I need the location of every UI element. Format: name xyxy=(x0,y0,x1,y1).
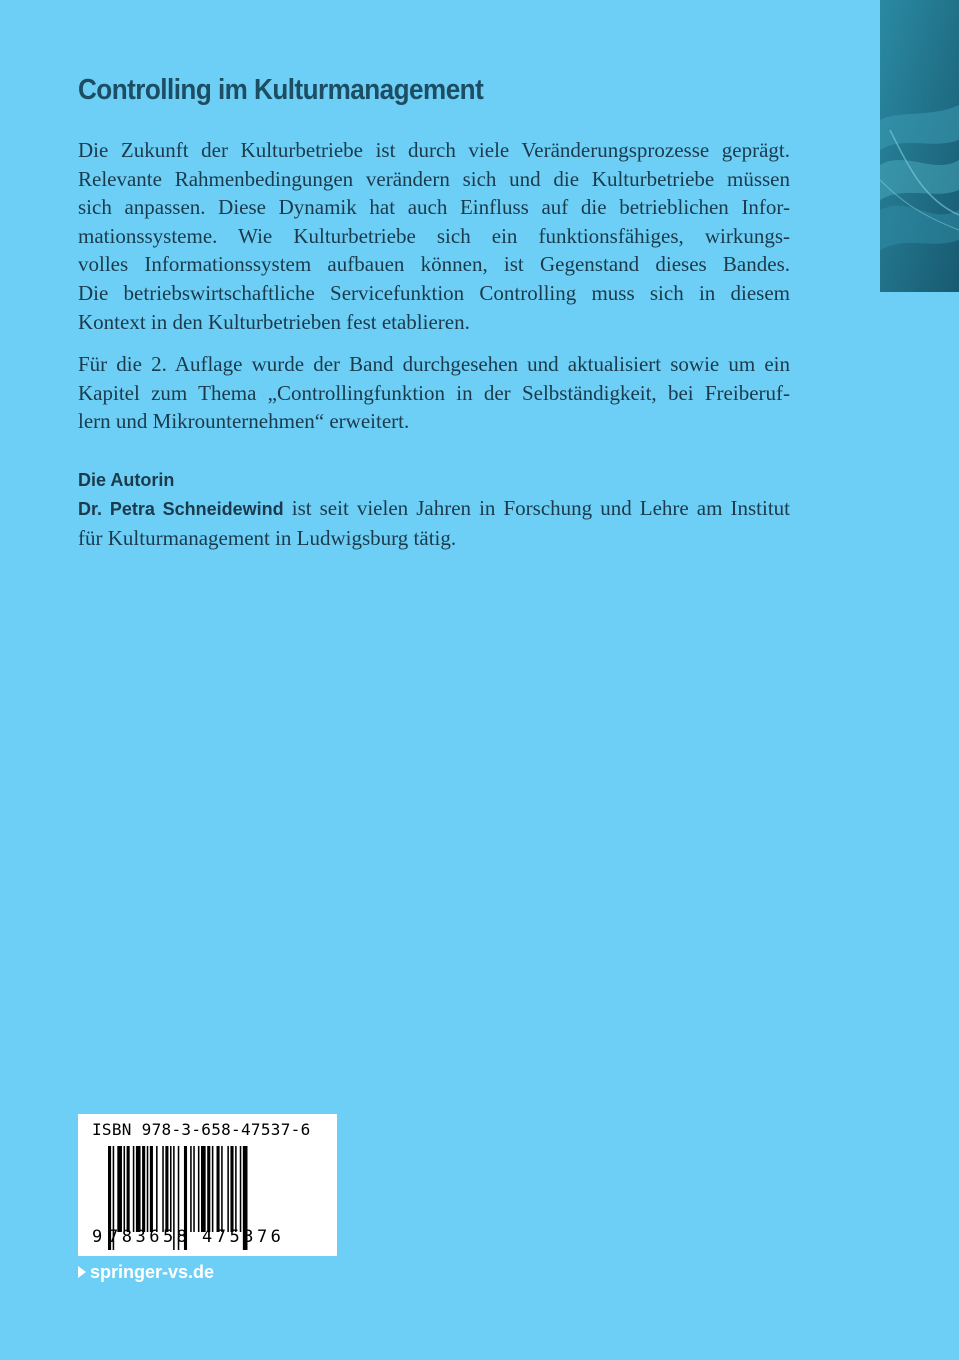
barcode-bar xyxy=(147,1146,149,1232)
barcode-bar xyxy=(142,1146,145,1232)
author-bio-line: für Kulturmanagement in Ludwigsburg tätig. xyxy=(78,525,457,550)
barcode-bar xyxy=(190,1146,192,1232)
barcode-bar xyxy=(150,1146,153,1232)
paragraph-line: mationssysteme. Wie Kulturbetriebe sich ein funktionsfähiges, wirkungs- xyxy=(78,223,790,248)
abstract-wave-graphic xyxy=(880,0,959,292)
description-paragraph-2 xyxy=(78,350,790,436)
barcode-bar xyxy=(212,1146,214,1232)
paragraph-line: volles Informationssystem aufbauen können, ist Gegenstand dieses Bandes. xyxy=(78,252,790,277)
author-bio-line xyxy=(78,494,790,524)
description-paragraph-1 xyxy=(78,136,790,336)
barcode-bar xyxy=(240,1146,242,1232)
barcode-digits-right: 475376 xyxy=(202,1227,285,1247)
barcode-bar xyxy=(124,1146,126,1232)
barcode-bar xyxy=(117,1146,122,1232)
barcode-bar xyxy=(227,1146,229,1232)
triangle-arrow-icon xyxy=(78,1266,86,1278)
barcode-bar xyxy=(170,1146,172,1232)
barcode-bar xyxy=(127,1146,130,1232)
paragraph-line: lern und Mikrounternehmen“ erweitert. xyxy=(78,409,410,434)
barcode-bar xyxy=(165,1146,168,1232)
paragraph-line: Für die 2. Auflage wurde der Band durchgesehen und aktualisiert sowie um ein xyxy=(78,352,790,376)
isbn-label: ISBN 978-3-658-47537-6 xyxy=(92,1120,311,1139)
barcode-bar xyxy=(162,1146,164,1232)
paragraph-line: sich anpassen. Diese Dynamik hat auch Einfluss auf die betrieblichen Infor- xyxy=(78,195,790,220)
cover-image-strip xyxy=(880,0,959,292)
author-heading: Die Autorin xyxy=(78,470,175,490)
barcode-bar xyxy=(156,1146,158,1232)
barcode-bar xyxy=(133,1146,135,1232)
paragraph-line: Relevante Rahmenbedingungen verändern sich und die Kulturbetriebe müssen xyxy=(78,166,790,191)
publisher-url: springer-vs.de xyxy=(90,1262,215,1282)
paragraph-line: Die Zukunft der Kulturbetriebe ist durch viele Veränderungsprozesse geprägt. xyxy=(78,138,790,162)
barcode-bar xyxy=(207,1146,210,1232)
author-name: Dr. Petra Schneidewind xyxy=(78,499,284,519)
barcode-digit-first: 9 xyxy=(92,1227,106,1247)
barcode-digits-left: 783658 xyxy=(108,1227,191,1247)
author-bio xyxy=(78,494,790,552)
paragraph-line: Kontext in den Kulturbetrieben fest etablieren. xyxy=(78,309,470,334)
book-title: Controlling im Kulturmanagement xyxy=(78,74,484,106)
barcode-bar xyxy=(221,1146,223,1232)
paragraph-line: Kapitel zum Thema „Controllingfunktion in der Selbständigkeit, bei Freiberuf- xyxy=(78,380,790,405)
barcode-bar xyxy=(201,1146,206,1232)
barcode-bar xyxy=(198,1146,200,1232)
barcode-bar xyxy=(230,1146,233,1232)
barcode-bar xyxy=(217,1146,220,1232)
isbn-barcode xyxy=(78,1114,337,1256)
barcode-bar xyxy=(136,1146,141,1232)
publisher-link[interactable] xyxy=(78,1262,214,1283)
barcode-bar xyxy=(193,1146,195,1232)
paragraph-line: Die betriebswirtschaftliche Servicefunktion Controlling muss sich in diesem xyxy=(78,280,790,305)
author-bio-text: ist seit vielen Jahren in Forschung und Lehre am Institut xyxy=(283,496,790,520)
barcode-bar xyxy=(235,1146,237,1232)
